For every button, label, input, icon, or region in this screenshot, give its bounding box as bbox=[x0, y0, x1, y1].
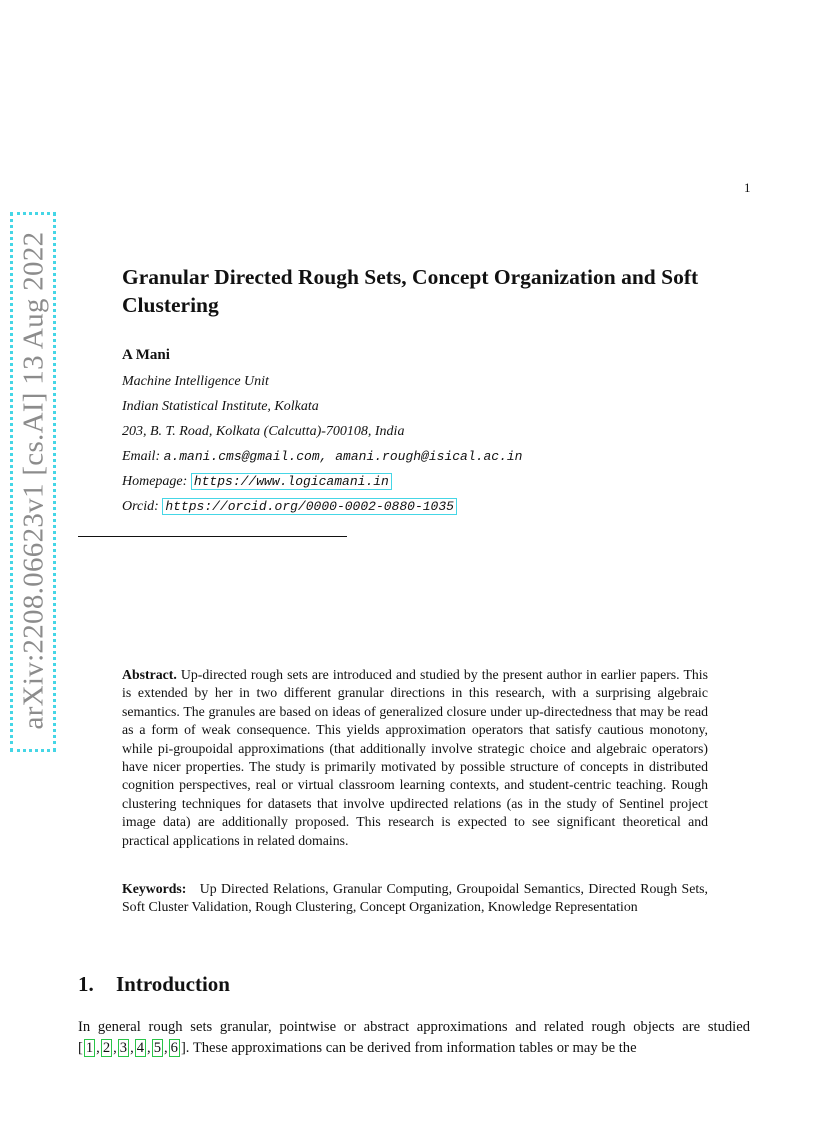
paper-title: Granular Directed Rough Sets, Concept Organization and Soft Clustering bbox=[122, 265, 699, 317]
affiliation-line: Indian Statistical Institute, Kolkata bbox=[122, 399, 319, 414]
body-text-after: ]. These approximations can be derived from information tables or may be the bbox=[180, 1040, 637, 1056]
abstract bbox=[122, 666, 708, 850]
affiliation-line: Machine Intelligence Unit bbox=[122, 374, 269, 389]
affiliation-line: 203, B. T. Road, Kolkata (Calcutta)-700108, India bbox=[122, 424, 405, 439]
orcid-label: Orcid: bbox=[122, 499, 159, 514]
orcid-link[interactable]: https://orcid.org/0000-0002-0880-1035 bbox=[162, 498, 457, 515]
arxiv-stamp-text: arXiv:2208.06623v1 [cs.AI] 13 Aug 2022 bbox=[17, 231, 50, 729]
email-line bbox=[122, 449, 522, 465]
body-paragraph: In general rough sets granular, pointwise or abstract approximations and related rough objects are studied [ 1 , 2 , 3 , 4 , 5 , 6 ]. These approximations can be derived from information tables or may be the bbox=[78, 1019, 750, 1056]
arxiv-stamp[interactable] bbox=[6, 210, 62, 750]
abstract-label: Abstract. bbox=[122, 667, 177, 682]
abstract-text: Up-directed rough sets are introduced and studied by the present author in earlier papers. This is extended by her in two different granular directions in this research, with a surprising algebraic semantics. The granules are based on ideas of generalized closure under up-directedness that may be read as a form of weak consequence. This yields approximation operators that satisfy cautious monotony, while pi-groupoidal approximations (that additionally involve strategic choice and algebraic operators) have nicer properties. The study is primarily motivated by possible structure of concepts in distributed cognition perspectives, real or virtual classroom learning contexts, and student-centric teaching. Rough clustering techniques for datasets that involve updirected relations (as in the study of Sentinel project image data) are additionally proposed. This research is expected to see significant theoretical and practical applications in related domains. bbox=[122, 667, 708, 848]
keywords bbox=[122, 880, 708, 917]
section-heading bbox=[78, 972, 230, 997]
homepage-line bbox=[122, 474, 392, 490]
citation-link[interactable]: 4 bbox=[136, 1040, 145, 1056]
orcid-line bbox=[122, 499, 457, 515]
citation-link[interactable]: 1 bbox=[85, 1040, 94, 1056]
email-value: a.mani.cms@gmail.com, amani.rough@isical.ac.in bbox=[163, 449, 523, 464]
homepage-label: Homepage: bbox=[122, 474, 188, 489]
homepage-link[interactable]: https://www.logicamani.in bbox=[191, 473, 392, 490]
section-title: Introduction bbox=[116, 972, 230, 996]
author-name: A Mani bbox=[122, 347, 170, 363]
footnote-rule bbox=[78, 536, 347, 537]
citation-link[interactable]: 5 bbox=[153, 1040, 161, 1056]
body-text-before: In general rough sets granular, pointwise or abstract approximations and related rough objects are studied [ bbox=[78, 1019, 750, 1056]
citation-link[interactable]: 6 bbox=[170, 1040, 178, 1056]
email-label: Email: bbox=[122, 449, 161, 464]
page-number: 1 bbox=[744, 180, 751, 195]
citation-link[interactable]: 3 bbox=[119, 1040, 128, 1056]
citation-link[interactable]: 2 bbox=[102, 1040, 111, 1056]
keywords-text: Up Directed Relations, Granular Computing, Groupoidal Semantics, Directed Rough Sets, Soft Cluster Validation, Rough Clustering, Concept Organization, Knowledge Representation bbox=[122, 881, 708, 915]
section-number: 1. bbox=[78, 972, 94, 996]
keywords-label: Keywords: bbox=[122, 881, 187, 896]
